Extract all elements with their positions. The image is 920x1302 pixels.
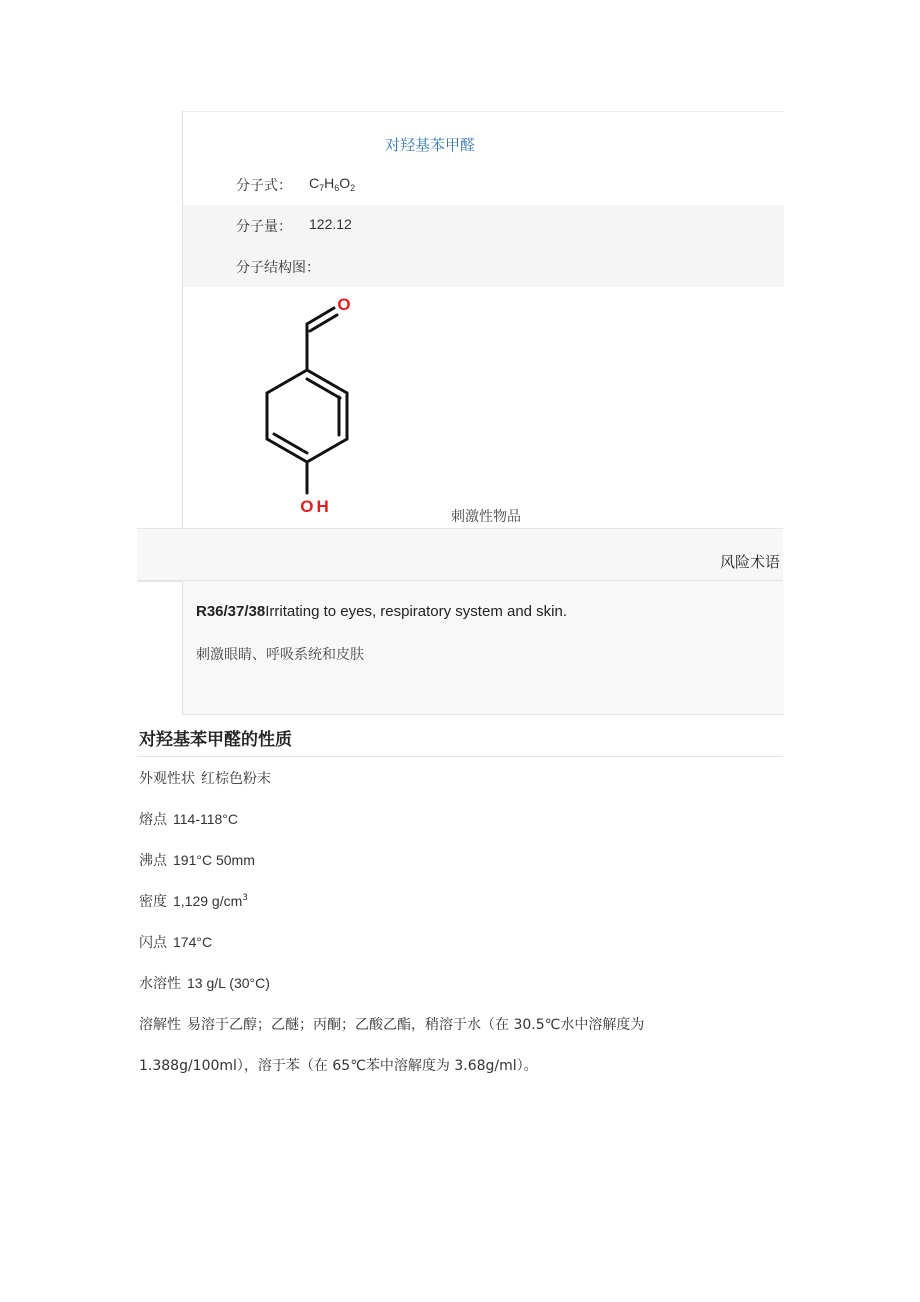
section-divider [137,756,783,757]
ring-bond [267,370,307,393]
prop-water-solubility: 水溶性 13 g/L (30°C) [139,975,270,992]
properties-title: 对羟基苯甲醛的性质 [139,730,292,750]
risk-text: Irritating to eyes, respiratory system and skin. [265,603,568,620]
prop-appearance: 外观性状 红棕色粉末 [139,771,271,787]
oxygen-atom-label: O [337,295,351,314]
prop-melting-point: 熔点 114-118°C [139,811,239,828]
prop-boiling-point: 沸点 191°C 50mm [139,852,255,869]
structure-label: 分子结构图： [236,260,320,276]
formula-row [183,164,784,205]
carbonyl-bond [310,315,337,331]
risk-code: R36/37/38 [196,603,266,620]
ring-double-bond [307,379,340,398]
formula-label: 分子式： [236,178,292,194]
formula-value: $C_7H_6O_2$ [309,175,356,193]
structure-row [183,246,784,287]
weight-row [183,205,784,246]
prop-flash-point: 闪点 174°C [139,934,213,951]
risk-terms-title: 风险术语 [719,553,780,571]
hazard-class: 刺激性物品 [451,509,521,525]
risk-terms-header [137,528,783,582]
compound-name[interactable]: 对羟基苯甲醛 [385,136,476,154]
risk-terms-box [182,581,784,715]
molecule-structure-image [257,290,377,525]
ring-double-bond [274,434,307,453]
weight-value: 122.12 [309,216,352,232]
compound-card [182,111,784,528]
weight-label: 分子量： [236,219,292,235]
carbonyl-bond [307,308,334,324]
prop-solubility-cont: 1.388g/100ml），溶于苯（在 65℃苯中溶解度为 3.68g/ml）。 [139,1058,538,1074]
prop-density: 密度 1,129 $g/cm^3$ [139,893,248,910]
ring-bond [307,439,347,462]
prop-solubility: 溶解性 易溶于乙醇；乙醚；丙酮；乙酸乙酯，稍溶于水（在 30.5℃水中溶解度为 [139,1017,645,1033]
hydroxyl-atom-label: OH [300,497,332,516]
risk-code-line [196,603,567,620]
risk-text-cn: 刺激眼睛、呼吸系统和皮肤 [196,647,364,663]
